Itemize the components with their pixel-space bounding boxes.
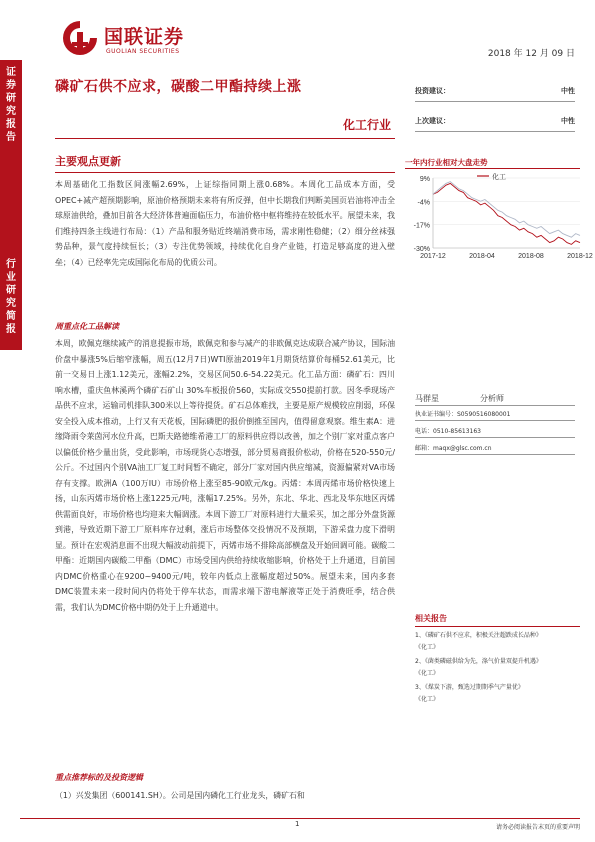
rating-current-value: 中性	[561, 87, 575, 95]
relative-performance-chart	[405, 170, 593, 270]
analyst-role: 分析师	[480, 394, 504, 403]
page-number: 1	[295, 820, 300, 828]
company-logo	[60, 18, 230, 62]
analyst-divider	[415, 437, 575, 438]
legend-label: 化工	[492, 174, 506, 181]
related-report-item[interactable]: 1、《磷矿石供不应求，积极关注超跌成长品种》 《化工》	[415, 632, 542, 651]
analyst-divider	[415, 405, 575, 406]
analyst-email[interactable]: 邮箱：maqx@glsc.com.cn	[415, 445, 492, 452]
related-report-item[interactable]: 3、《煤炭下游，甄选过期期季气产量优》 《化工》	[415, 684, 524, 703]
y-tick-label: -4%	[417, 199, 430, 207]
y-tick-label: -17%	[413, 222, 430, 230]
x-tick-label: 2018-12	[567, 253, 593, 260]
paragraph-products: 本周，欧佩克继续减产的消息提振市场，欧佩克和参与减产的非欧佩克达成联合减产协议，国际油价盘中暴涨5%后缩窄涨幅，周五(12月7日)WTI原油2019年1月期货结算价每桶52.61美元，比前一交易日上涨1.12美元，涨幅2.2%，交易区间50.6-54.22美元。化工品方面：磷矿石：四川响水槽，重庆鱼林溪两个磷矿石矿山 30%车板报价560，实际成交550提前打款。因冬季现场产品供不应求，运输司机排队300米以上等待提货。矿石总体难找，主要是原产规模较应削弱，环保安全投入成本推动，上行又有天花板，国际磷肥的报价倒推至国内，值得留意观察。维生素A：进缘降雨令莱茵河水位升高，巴斯夫路德维希港工厂的原料供应得以改善，加之个别厂家对重点客户以偏低价格少量出货，受此影响，市场现货心态增强，部分贸易商报价松动，价格在520-550元/公斤。不过国内个别VA油工厂复工时间暂不确定，部分厂家对国内供应缩减，资源偏紧对VA市场存有支撑。欧洲A（100万IU）市场价格上涨至85-90欧元/kg。丙烯：本周丙烯市场价格快速上扬，山东丙烯市场价格上涨1225元/吨，涨幅17.25%。另外，东北、华北、西北及华东地区丙烯供需面良好，市场价格也均迎来大幅调涨。本周下游工厂对原料进行大量采买，加之部分外盘货源到港，导致近期下游工厂原料库存过剩，涨后市场整体交投情况不及预期，下游采盘力度下滑明显。预计在宏观消息面不出现大幅波动前提下，丙烯市场不排除高部横盘及开始回调可能。碳酸二甲酯：近期国内碳酸二甲酯（DMC）市场受国内供给持续收缩影响，价格处于上升通道，目前国内DMC价格重心在9200~9400元/吨，较年内低点上涨幅度超过50%。展望未来，国内多套DMC装置未来一段时间内仍将处于停车状态，而需求端下游电解液等正处于消费旺季，结合供需，我们认为DMC价格中期仍处于上升通道中。	[55, 339, 395, 612]
report-date: 2018 年 12 月 09 日	[487, 49, 575, 59]
paragraph-picks: （1）兴发集团（600141.SH）。公司是国内磷化工行业龙头，磷矿石和	[55, 791, 305, 800]
rating-previous-value: 中性	[561, 117, 575, 125]
analyst-divider	[415, 454, 575, 455]
x-tick-label: 2018-08	[518, 253, 544, 260]
logo-text-en: GUOLIAN SECURITIES	[106, 48, 180, 55]
related-reports-title: 相关报告	[415, 614, 447, 623]
series-line-market	[433, 182, 580, 238]
subsection-heading: 重点推荐标的及投资逻辑	[55, 773, 143, 782]
footer-divider	[20, 818, 580, 819]
y-tick-label: -30%	[413, 246, 430, 253]
chart-divider	[405, 168, 580, 169]
footer-disclaimer: 请务必阅读报告末页的重要声明	[495, 824, 580, 831]
paragraph-summary: 本周基础化工指数区间涨幅2.69%，上证综指同期上涨0.68%。本周化工品成本方面，受OPEC+减产超预期影响，原油价格预期未来将有所反弹，但中长期我们判断美国页岩油将冲击全球原油供给，叠加目前各大经济体普遍面临压力，布油价格中枢将维持在较低水平。展望未来，我们维持四条主线进行布局：（1）产品和服务贴近终端消费市场，需求刚性稳健；（2）细分丝袜强势品种，景气度持续恒长；（3）专注优势领域，持续优化自身产业链，打造足够高度的进入壁垒；（4）已经率先完成国际化布局的优质公司。	[55, 180, 395, 267]
chart-title: 一年内行业相对大盘走势	[405, 158, 488, 167]
x-tick-label: 2017-12	[420, 253, 446, 260]
analyst-phone: 电话：0510-85613163	[415, 428, 481, 435]
related-report-item[interactable]: 2、《菌类磷磁供给为先，涤气价量双提升机遇》 《化工》	[415, 658, 542, 677]
section-divider	[55, 172, 395, 173]
side-label-bottom: 行业研究简报	[6, 259, 16, 335]
logo-mark-icon	[60, 18, 100, 58]
analyst-cert: 执业证书编号：S0590516080001	[415, 411, 511, 418]
related-divider	[415, 626, 580, 627]
rating-previous-label: 上次建议：	[415, 117, 450, 125]
logo-text-cn: 国联证券	[104, 26, 185, 48]
x-tick-label: 2018-04	[469, 253, 495, 260]
rating-previous	[415, 116, 575, 126]
rating-current-label: 投资建议：	[415, 87, 450, 95]
subsection-heading: 周重点化工品解读	[55, 322, 119, 331]
analyst-divider	[415, 420, 575, 421]
rating-current	[415, 86, 575, 96]
title-divider	[55, 138, 395, 139]
side-label-top: 证券研究报告	[6, 67, 16, 143]
series-line-chemical	[433, 183, 580, 244]
section-title: 主要观点更新	[55, 155, 121, 168]
rating-divider	[415, 101, 575, 102]
rating-divider	[415, 131, 575, 132]
side-label-bar	[0, 60, 22, 350]
industry-label: 化工行业	[342, 118, 391, 132]
analyst-name: 马群星	[415, 394, 439, 403]
y-tick-label: 9%	[419, 176, 430, 183]
report-title: 磷矿石供不应求，碳酸二甲酯持续上涨	[55, 79, 302, 95]
